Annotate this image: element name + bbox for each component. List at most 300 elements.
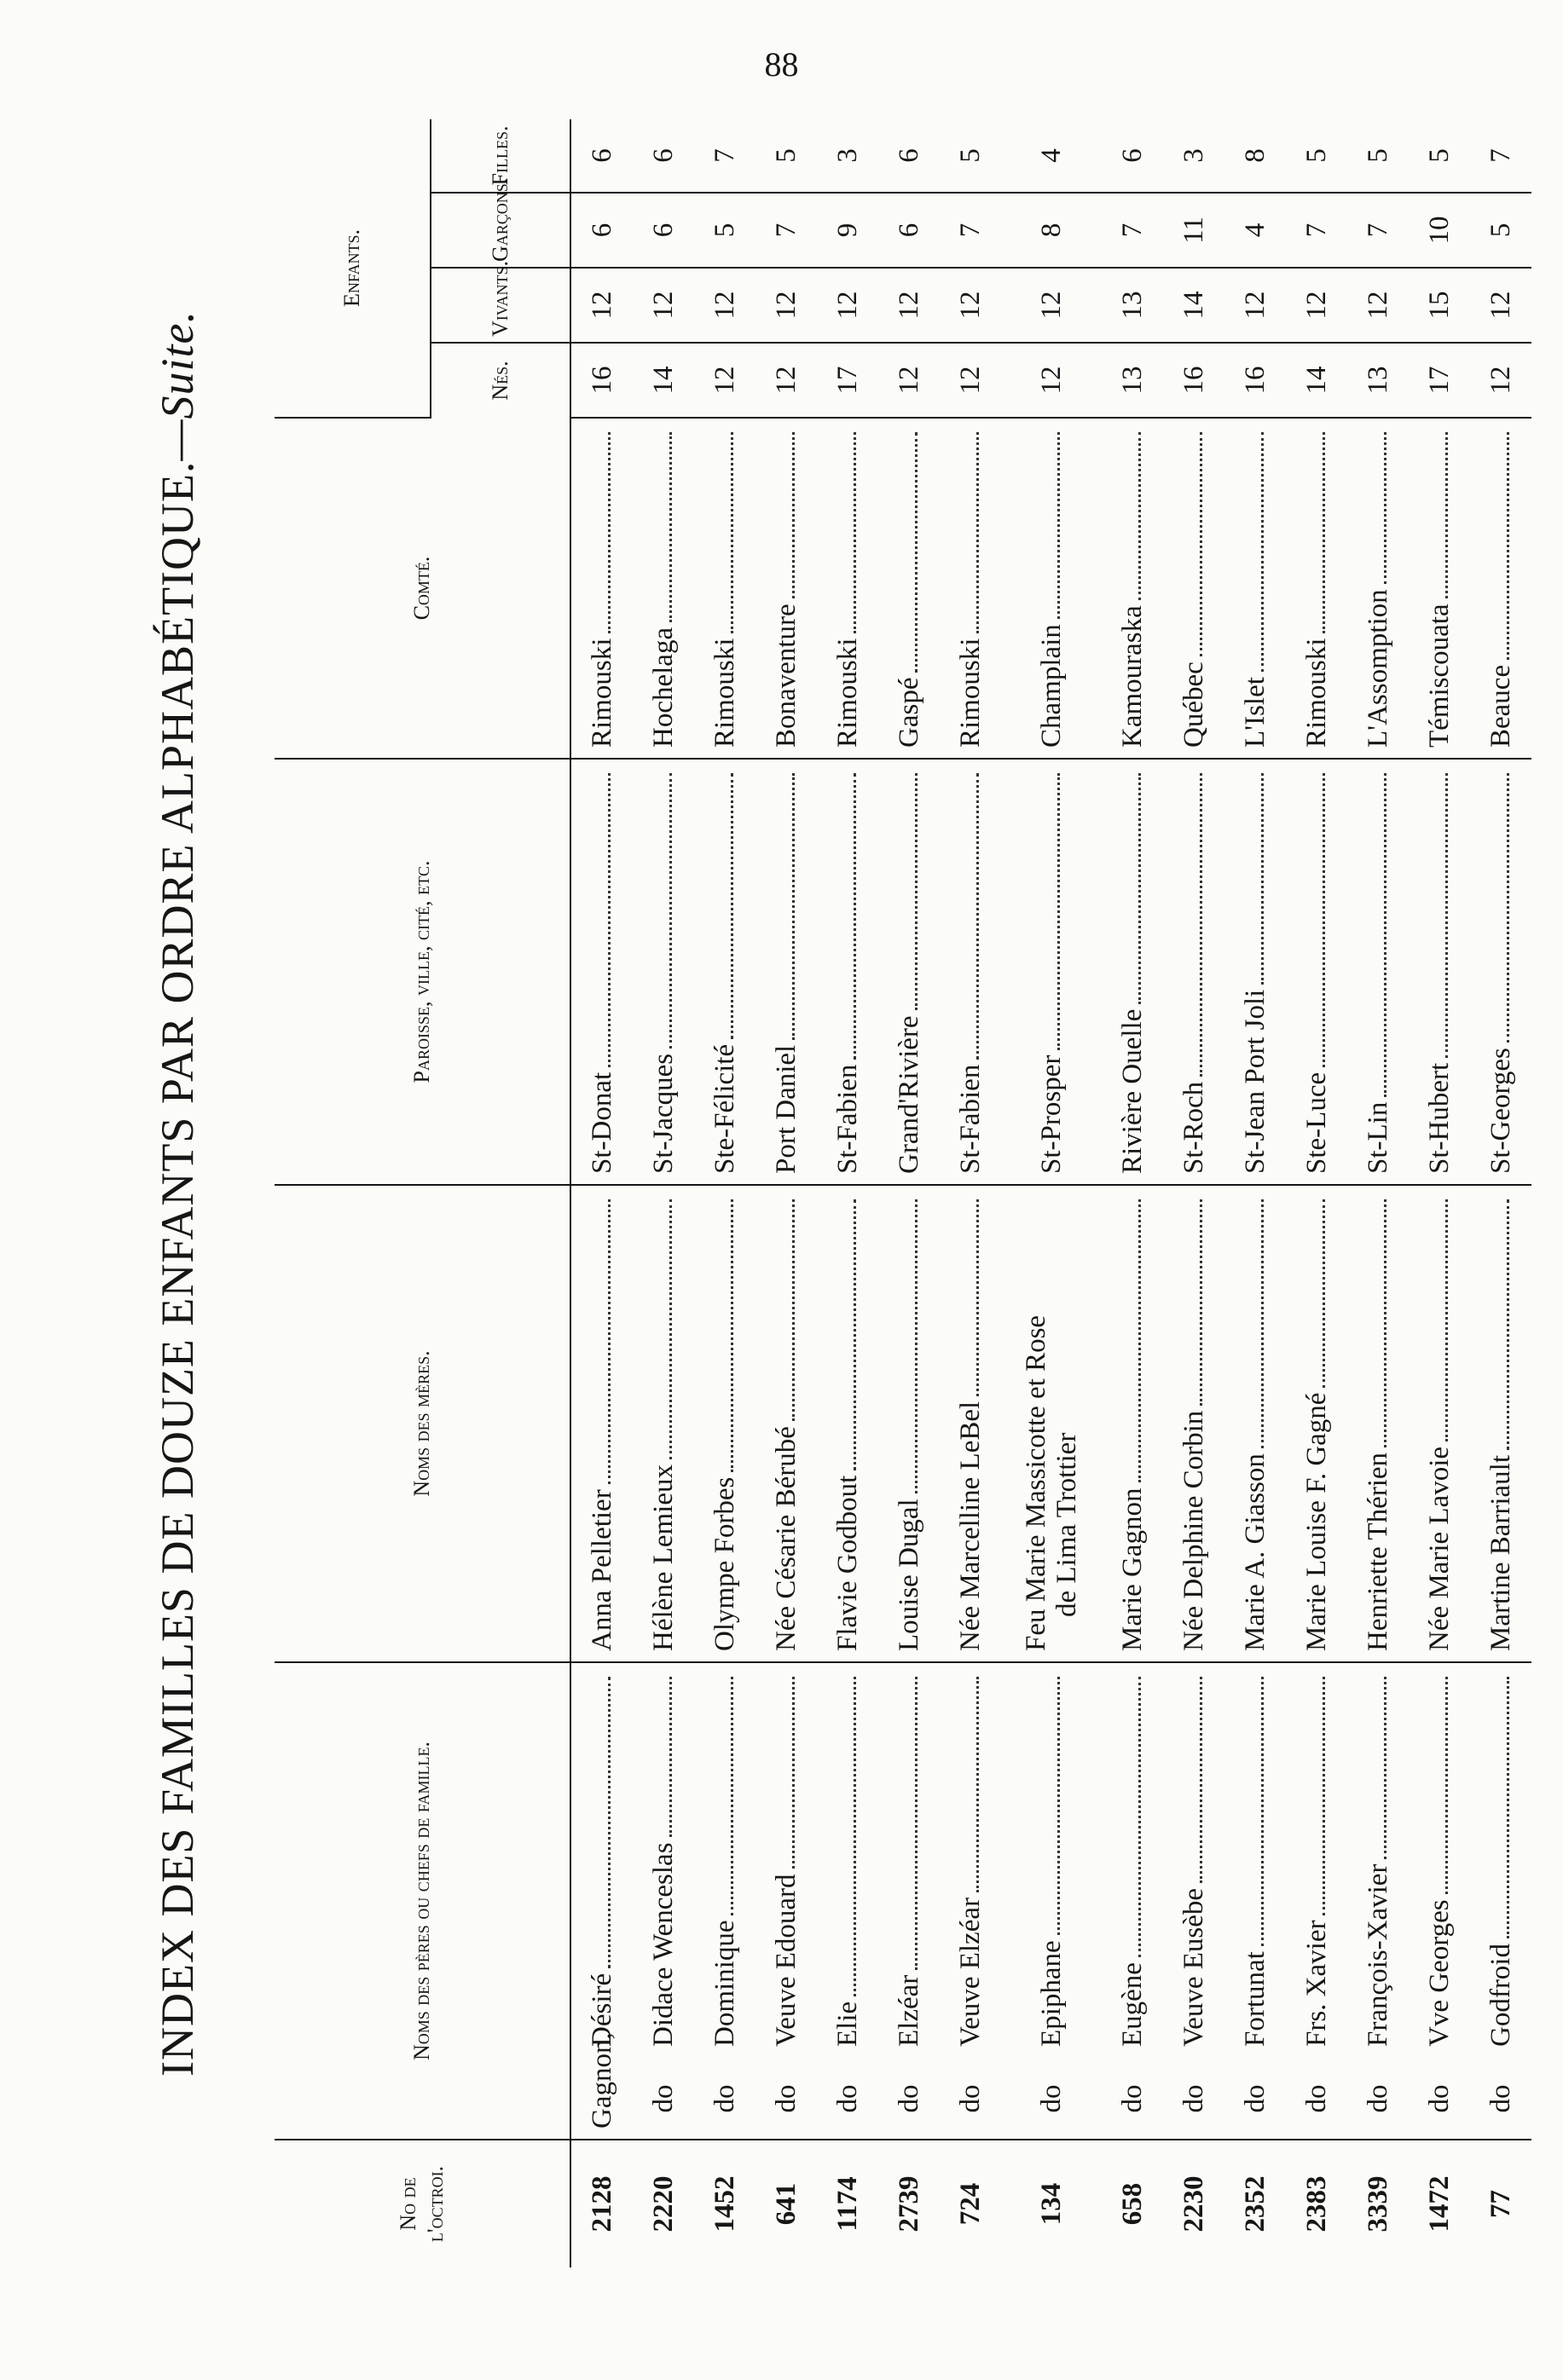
header-paroisse: Paroisse, ville, cité, etc. [275,759,570,1185]
cell-paroisse [940,759,1001,1185]
mother-name: Anna Pelletier [586,1489,617,1651]
table-row [694,119,755,2267]
living-count: 12 [954,291,986,320]
parish-name: St-Prosper [1035,1054,1067,1174]
living-count: 12 [1300,291,1332,320]
cell-vivants [1409,268,1470,343]
header-noms-meres: Noms des mères. [275,1185,570,1662]
boys-count: 7 [770,222,802,238]
surname-or-ditto: do [831,2084,863,2113]
octroi-number: 724 [954,2182,986,2226]
table-row [1286,119,1347,2267]
living-count: 14 [1178,291,1209,320]
father-name: Didace Wenceslas [647,1842,679,2047]
county-name: Rimouski [1300,638,1332,748]
girls-count: 6 [1116,148,1148,163]
born-count: 16 [1239,366,1271,395]
cell-nes [878,343,940,418]
octroi-number: 641 [770,2182,802,2226]
cell-nes [1163,343,1224,418]
girls-count: 3 [831,148,863,163]
octroi-number: 2739 [893,2175,924,2233]
mother-name: Née Marcelline LeBel [954,1401,986,1651]
cell-garcons [1163,193,1224,268]
girls-count: 6 [893,148,924,163]
boys-count: 7 [1116,222,1148,238]
living-count: 12 [1035,291,1067,320]
cell-nom-pere [817,1662,878,2140]
boys-count: 10 [1423,216,1455,245]
cell-nes [817,343,878,418]
octroi-number: 2220 [647,2175,679,2233]
cell-comte [694,418,755,759]
cell-nom-pere [570,1662,633,2140]
cell-nom-pere [633,1662,694,2140]
table-row [940,119,1001,2267]
table-row [817,119,878,2267]
boys-count: 7 [1362,222,1393,238]
living-count: 12 [709,291,740,320]
parish-name: St-Fabien [954,1064,986,1174]
parish-name: St-Roch [1178,1081,1209,1174]
born-count: 17 [831,366,863,395]
cell-nom-pere [1470,1662,1531,2140]
girls-count: 5 [770,148,802,163]
surname-or-ditto: do [954,2084,986,2113]
cell-nom-mere [633,1185,694,1662]
cell-filles [570,119,633,193]
county-name: Rimouski [586,638,617,748]
surname-or-ditto: do [770,2084,802,2113]
surname-or-ditto: do [647,2084,679,2113]
header-vivants: Vivants. [431,268,570,343]
county-name: L'Islet [1239,677,1271,748]
cell-comte [1224,418,1286,759]
county-name: Hochelaga [647,627,679,748]
cell-no-octroi [755,2140,817,2267]
girls-count: 5 [1423,148,1455,163]
born-count: 12 [893,366,924,395]
cell-nom-mere [694,1185,755,1662]
cell-garcons [694,193,755,268]
cell-paroisse [1001,759,1102,1185]
header-comte: Comté. [275,418,570,759]
cell-no-octroi [878,2140,940,2267]
cell-nom-mere [1470,1185,1531,1662]
cell-no-octroi [1102,2140,1163,2267]
table-row [633,119,694,2267]
cell-garcons [940,193,1001,268]
living-count: 12 [893,291,924,320]
cell-no-octroi [1286,2140,1347,2267]
cell-nes [694,343,755,418]
cell-paroisse [694,759,755,1185]
parish-name: St-Georges [1485,1048,1516,1174]
mother-name-two-line [1021,1196,1083,1651]
cell-nom-mere [1102,1185,1163,1662]
cell-garcons [1286,193,1347,268]
cell-filles [1001,119,1102,193]
cell-comte [1470,418,1531,759]
cell-paroisse [1409,759,1470,1185]
living-count: 12 [647,291,679,320]
mother-name: Feu Marie Massicotte et Rose [1020,1314,1051,1651]
cell-paroisse [878,759,940,1185]
cell-filles [755,119,817,193]
page-title [151,119,204,2267]
cell-vivants [755,268,817,343]
cell-comte [1347,418,1409,759]
cell-nom-mere [1163,1185,1224,1662]
cell-garcons [1347,193,1409,268]
cell-comte [1163,418,1224,759]
table-row [1001,119,1102,2267]
cell-garcons [633,193,694,268]
father-name: Eugène [1116,1962,1148,2047]
born-count: 12 [1485,366,1516,395]
boys-count: 6 [893,222,924,238]
octroi-number: 658 [1116,2182,1148,2226]
cell-comte [570,418,633,759]
living-count: 12 [586,291,617,320]
surname-or-ditto: do [1300,2084,1332,2113]
cell-filles [1347,119,1409,193]
county-name: Rimouski [709,638,740,748]
cell-filles [1224,119,1286,193]
parish-name: Grand'Rivière [893,1015,924,1174]
mother-name: Hélène Lemieux [647,1464,679,1651]
cell-nom-mere [1347,1185,1409,1662]
cell-garcons [1102,193,1163,268]
octroi-number: 2352 [1239,2175,1271,2233]
cell-nes [940,343,1001,418]
cell-nom-pere [1347,1662,1409,2140]
parish-name: Rivière Ouelle [1116,1008,1148,1174]
cell-vivants [633,268,694,343]
born-count: 16 [1178,366,1209,395]
cell-comte [940,418,1001,759]
born-count: 16 [586,366,617,395]
cell-nes [633,343,694,418]
cell-comte [878,418,940,759]
surname-or-ditto: do [893,2084,924,2113]
octroi-number: 2230 [1178,2175,1209,2233]
cell-vivants [1163,268,1224,343]
boys-count: 4 [1239,222,1271,238]
cell-filles [1409,119,1470,193]
octroi-number: 1452 [709,2175,740,2233]
cell-filles [817,119,878,193]
cell-filles [694,119,755,193]
surname-or-ditto: do [709,2084,740,2113]
title-text: INDEX DES FAMILLES DE DOUZE ENFANTS PAR ORDRE ALPHABÉTIQUE. [152,460,203,2077]
cell-no-octroi [1001,2140,1102,2267]
cell-nom-mere [817,1185,878,1662]
mother-name: Henriette Thérien [1362,1452,1393,1651]
cell-garcons [755,193,817,268]
father-name: Epiphane [1035,1940,1067,2047]
cell-filles [878,119,940,193]
cell-garcons [1224,193,1286,268]
mother-name: Marie Louise F. Gagné [1300,1392,1332,1651]
octroi-number: 1472 [1423,2175,1455,2233]
cell-vivants [570,268,633,343]
surname-or-ditto: do [1362,2084,1393,2113]
county-name: Rimouski [954,638,986,748]
header-enfants: Enfants. [275,119,431,418]
cell-comte [817,418,878,759]
cell-no-octroi [1470,2140,1531,2267]
father-name: Veuve Eusèbe [1178,1887,1209,2047]
mother-name: Martine Barriault [1485,1454,1516,1651]
cell-vivants [817,268,878,343]
cell-nom-pere [1102,1662,1163,2140]
cell-vivants [694,268,755,343]
title-suffix: —Suite. [152,309,203,461]
cell-paroisse [1347,759,1409,1185]
surname-or-ditto: do [1485,2084,1516,2113]
boys-count: 11 [1178,217,1209,244]
living-count: 13 [1116,291,1148,320]
cell-nes [1224,343,1286,418]
cell-no-octroi [1163,2140,1224,2267]
octroi-number: 134 [1035,2182,1067,2226]
father-name: Veuve Edouard [770,1874,802,2047]
living-count: 15 [1423,291,1455,320]
surname-or-ditto: do [1178,2084,1209,2113]
cell-nom-pere [1001,1662,1102,2140]
surname-or-ditto: do [1239,2084,1271,2113]
cell-nom-mere [1409,1185,1470,1662]
father-name: François-Xavier [1362,1863,1393,2047]
cell-no-octroi [1409,2140,1470,2267]
cell-nes [755,343,817,418]
born-count: 12 [709,366,740,395]
born-count: 14 [647,366,679,395]
cell-comte [1409,418,1470,759]
table-row [1163,119,1224,2267]
table-row [570,119,633,2267]
county-name: Témiscouata [1423,604,1455,748]
born-count: 13 [1362,366,1393,395]
living-count: 12 [1239,291,1271,320]
cell-nom-pere [1409,1662,1470,2140]
cell-paroisse [1224,759,1286,1185]
cell-comte [1102,418,1163,759]
parish-name: St-Jacques [647,1053,679,1174]
father-name: Fortunat [1239,1951,1271,2047]
rotated-table-block [152,119,1516,2267]
mother-name-continued: de Lima Trottier [1051,1432,1082,1617]
cell-paroisse [570,759,633,1185]
born-count: 14 [1300,366,1332,395]
cell-nom-pere [1286,1662,1347,2140]
mother-name: Marie Gagnon [1116,1488,1148,1651]
county-name: Québec [1178,661,1209,748]
header-filles: Filles. [431,119,570,193]
mother-name: Marie A. Giasson [1239,1453,1271,1651]
father-name: Elie [831,2001,863,2047]
cell-vivants [1347,268,1409,343]
table-row [1224,119,1286,2267]
surname-or-ditto: do [1116,2084,1148,2113]
born-count: 17 [1423,366,1455,395]
octroi-number: 2128 [586,2175,617,2233]
born-count: 12 [770,366,802,395]
cell-paroisse [755,759,817,1185]
cell-nom-mere [878,1185,940,1662]
parish-name: St-Jean Port Joli [1239,989,1271,1174]
father-name: Frs. Xavier [1300,1920,1332,2047]
cell-comte [633,418,694,759]
cell-comte [1286,418,1347,759]
mother-name: Née Delphine Corbin [1178,1410,1209,1651]
octroi-number: 3339 [1362,2175,1393,2233]
girls-count: 4 [1035,148,1067,163]
surname-or-ditto: do [1423,2084,1455,2113]
girls-count: 3 [1178,148,1209,163]
cell-filles [1102,119,1163,193]
cell-nom-pere [694,1662,755,2140]
cell-paroisse [1470,759,1531,1185]
born-count: 12 [954,366,986,395]
cell-no-octroi [817,2140,878,2267]
cell-vivants [1224,268,1286,343]
parish-name: Ste-Félicité [709,1043,740,1174]
header-garcons: Garçons. [431,193,570,268]
cell-garcons [1409,193,1470,268]
boys-count: 5 [709,222,740,238]
cell-nom-pere [940,1662,1001,2140]
cell-paroisse [633,759,694,1185]
girls-count: 5 [1362,148,1393,163]
cell-garcons [1470,193,1531,268]
father-name: Veuve Elzéar [954,1898,986,2047]
cell-nom-mere [940,1185,1001,1662]
cell-vivants [1470,268,1531,343]
header-nes: Nés. [431,343,570,418]
parish-name: St-Fabien [831,1064,863,1174]
living-count: 12 [831,291,863,320]
father-name: Elzéar [893,1974,924,2047]
octroi-number: 2383 [1300,2175,1332,2233]
living-count: 12 [770,291,802,320]
cell-nom-mere [1286,1185,1347,1662]
parish-name: St-Hubert [1423,1062,1455,1174]
cell-nom-mere [755,1185,817,1662]
cell-nes [1347,343,1409,418]
born-count: 12 [1035,366,1067,395]
cell-nes [1286,343,1347,418]
county-name: Beauce [1485,664,1516,748]
parish-name: Ste-Luce [1300,1072,1332,1174]
surname-or-ditto: Gagnon, [586,2032,617,2129]
table-row [1102,119,1163,2267]
families-index-table [275,119,1531,2267]
girls-count: 5 [954,148,986,163]
cell-vivants [1102,268,1163,343]
header-noms-peres: Noms des pères ou chefs de famille. [275,1662,570,2140]
mother-name: Née Césarie Bérubé [770,1426,802,1651]
girls-count: 6 [647,148,679,163]
girls-count: 7 [1485,148,1516,163]
table-row [1409,119,1470,2267]
cell-vivants [878,268,940,343]
mother-name: Louise Dugal [893,1499,924,1651]
cell-filles [1286,119,1347,193]
cell-filles [940,119,1001,193]
born-count: 13 [1116,366,1148,395]
father-name: Godfroid [1485,1944,1516,2047]
table-row [878,119,940,2267]
cell-paroisse [1163,759,1224,1185]
boys-count: 6 [586,222,617,238]
cell-nom-mere [1224,1185,1286,1662]
cell-no-octroi [633,2140,694,2267]
cell-nes [1001,343,1102,418]
boys-count: 7 [954,222,986,238]
octroi-number: 1174 [831,2176,863,2232]
cell-vivants [1286,268,1347,343]
surname-or-ditto: do [1035,2084,1067,2113]
girls-count: 8 [1239,148,1271,163]
father-name: Désiré [586,1973,617,2047]
cell-garcons [570,193,633,268]
mother-name: Flavie Godbout [831,1475,863,1651]
mother-name: Née Marie Lavoie [1423,1446,1455,1651]
cell-no-octroi [570,2140,633,2267]
county-name: Rimouski [831,638,863,748]
cell-nes [1102,343,1163,418]
girls-count: 5 [1300,148,1332,163]
parish-name: St-Lin [1362,1101,1393,1174]
header-no-octroi: No de l'octroi. [275,2140,570,2267]
cell-filles [1470,119,1531,193]
living-count: 12 [1485,291,1516,320]
cell-garcons [878,193,940,268]
county-name: Kamouraska [1116,605,1148,748]
cell-filles [1163,119,1224,193]
cell-nes [1470,343,1531,418]
living-count: 12 [1362,291,1393,320]
county-name: Gaspé [893,677,924,748]
cell-comte [755,418,817,759]
cell-paroisse [817,759,878,1185]
table-row [1347,119,1409,2267]
cell-nom-pere [1224,1662,1286,2140]
cell-nes [570,343,633,418]
cell-vivants [940,268,1001,343]
cell-no-octroi [1224,2140,1286,2267]
cell-nom-pere [755,1662,817,2140]
cell-filles [633,119,694,193]
cell-no-octroi [1347,2140,1409,2267]
boys-count: 8 [1035,222,1067,238]
boys-count: 7 [1300,222,1332,238]
girls-count: 7 [709,148,740,163]
cell-no-octroi [694,2140,755,2267]
table-row [1470,119,1531,2267]
cell-nom-pere [878,1662,940,2140]
mother-name: Olympe Forbes [709,1476,740,1651]
boys-count: 9 [831,222,863,238]
cell-nom-pere [1163,1662,1224,2140]
cell-paroisse [1102,759,1163,1185]
father-name: Vve Georges [1423,1899,1455,2047]
cell-garcons [1001,193,1102,268]
cell-vivants [1001,268,1102,343]
octroi-number: 77 [1485,2190,1516,2218]
